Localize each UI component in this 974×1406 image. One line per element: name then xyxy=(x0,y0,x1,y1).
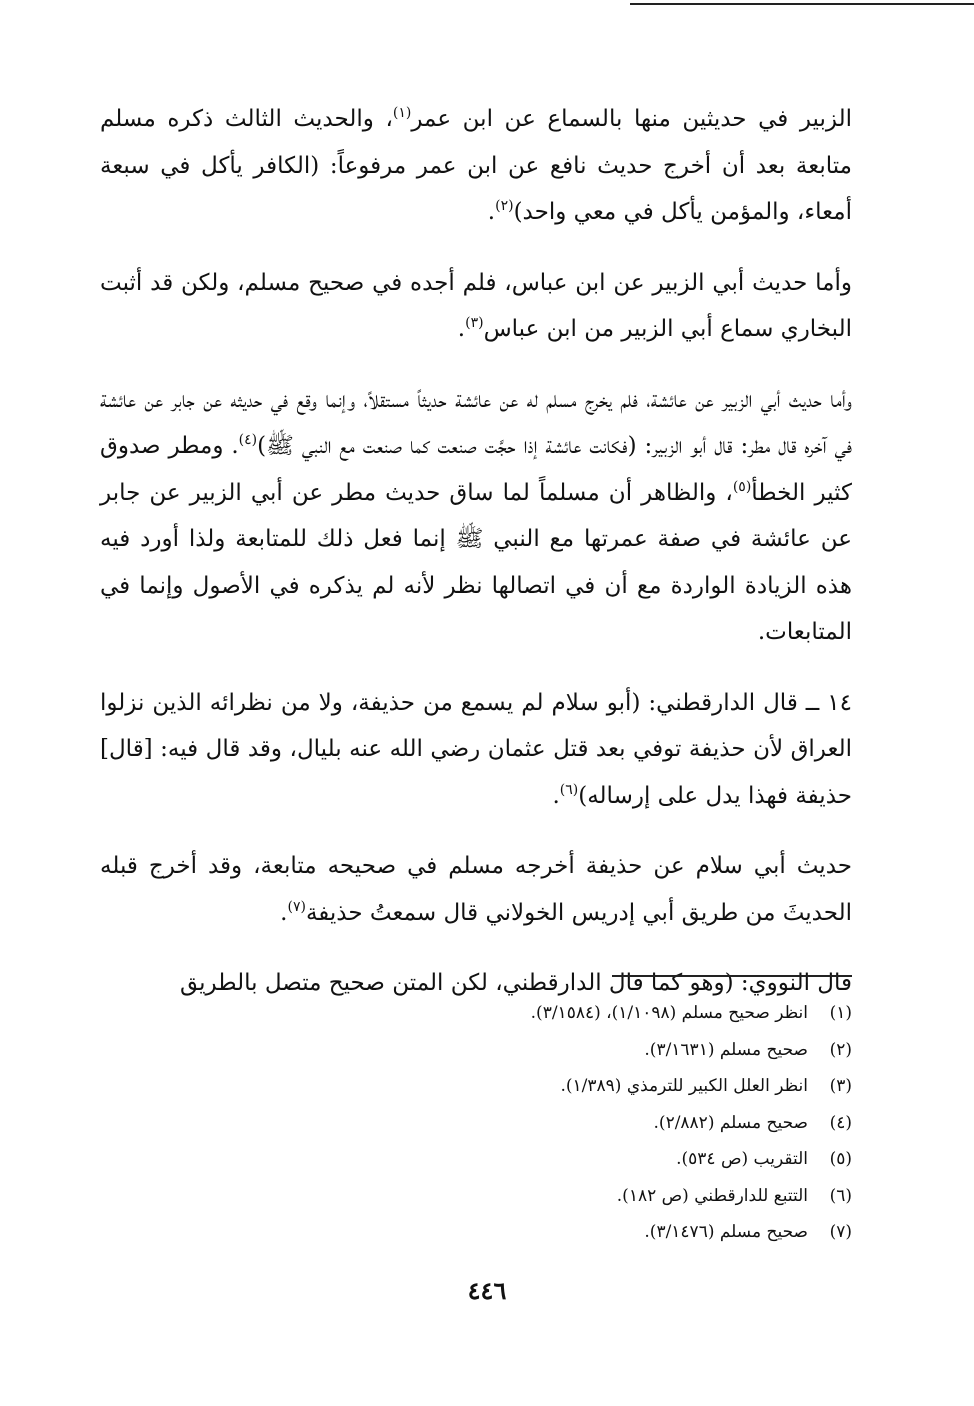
footnote-ref: (٦) xyxy=(559,781,579,798)
page-number: ٤٤٦ xyxy=(467,1276,507,1305)
paragraph-text: حديث أبي سلام عن حذيفة أخرجه مسلم في صحيحه متابعة، وقد أخرج قبله الحديثَ من طريق أبي إدريس الخولاني قال سمعتُ حذيفة xyxy=(100,853,852,926)
footnote-item xyxy=(380,1068,852,1105)
paragraph-text: ، والحديث الثالث ذكره مسلم متابعة بعد أن أخرج حديث نافع عن ابن عمر مرفوعاً: (الكافر يأكل في سبعة أمعاء، والمؤمن يأكل في معي واحد) xyxy=(100,106,852,225)
paragraph-text: ، والظاهر أن مسلماً لما ساق حديث مطر عن أبي الزبير عن جابر عن عائشة في صفة عمرتها مع النبي ﷺ إنما فعل ذلك للمتابعة ولذا أورد فيه هذه الزيادة الواردة مع أن في اتصالها نظر لأنه لم يذكره في الأصول وإنما في المتابعات. xyxy=(100,479,852,645)
paragraph-4 xyxy=(100,680,852,820)
paragraph-text: وأما حديث أبي الزبير عن ابن عباس، فلم أجده في صحيح مسلم، ولكن قد أثبت البخاري سماع أبي الزبير من ابن عباس xyxy=(100,269,852,342)
footnote-text: التتبع للدارقطني (ص ١٨٢). xyxy=(616,1185,808,1206)
footnote-ref: (٣) xyxy=(465,315,484,331)
paragraph-text: . ومطر صدوق كثير الخطأ xyxy=(100,433,852,506)
footnote-number: (٣) xyxy=(829,1076,852,1096)
footnote-number: (٧) xyxy=(829,1222,852,1242)
paragraph-text: ١٤ ــ قال الدارقطني: (أبو سلام لم يسمع من حذيفة، ولا من نظرائه الذين نزلوا العراق لأن حذيفة توفي بعد قتل عثمان رضي الله عنه بليال، وقد قال فيه: [قال] حذيفة فهذا يدل على إرساله) xyxy=(100,689,852,809)
footnote-number: (٤) xyxy=(829,1112,852,1133)
footnote-item xyxy=(380,995,852,1032)
paragraph-2 xyxy=(100,260,852,353)
paragraph-5 xyxy=(100,843,852,936)
footnote-ref: (٢) xyxy=(495,198,514,214)
footnote-item xyxy=(380,1178,852,1215)
footnote-item xyxy=(380,1032,852,1069)
footnote-number: (١) xyxy=(829,1003,852,1023)
paragraph-text: . xyxy=(487,199,496,225)
footnote-item xyxy=(380,1141,852,1178)
paragraph-1 xyxy=(100,96,852,236)
footnote-ref: (٧) xyxy=(287,898,306,915)
footnote-text: انظر العلل الكبير للترمذي (١/٣٨٩). xyxy=(560,1076,808,1096)
paragraph-text: وأما حديث أبي الزبير عن عائشة، فلم يخرج مسلم له عن عائشة حديثاً مستقلاً، وإنما وقع في حديثه عن جابر عن عائشة في آخره قال مطر: قال أبو الزبير: (فكانت عائشة إذا حجَّت صنعت كما صنعت مع النبي ﷺ) xyxy=(100,386,852,459)
paragraph-text: . xyxy=(457,316,466,342)
footnote-text: صحيح مسلم (٣/١٤٧٦). xyxy=(644,1222,808,1242)
footnote-ref: (١) xyxy=(392,105,412,121)
footnote-text: انظر صحيح مسلم (١/١٠٩٨)، (٣/١٥٨٤). xyxy=(530,1003,808,1023)
footnote-number: (٢) xyxy=(829,1039,852,1060)
paragraph-text: . xyxy=(552,782,560,809)
paragraph-text: الزبير في حديثين منها بالسماع عن ابن عمر xyxy=(411,106,852,132)
main-text xyxy=(100,96,852,1031)
paragraph-text: قال النووي: (وهو كما قال الدارقطني، لكن المتن صحيح متصل بالطريق xyxy=(179,970,852,996)
footnote-item xyxy=(380,1105,852,1142)
footnote-text: التقريب (ص ٥٣٤). xyxy=(676,1149,808,1169)
footnote-text: صحيح مسلم (٢/٨٨٢). xyxy=(653,1112,808,1133)
footnote-ref: (٥) xyxy=(732,478,752,495)
footnote-number: (٦) xyxy=(829,1185,852,1206)
paragraph-text: . xyxy=(280,899,288,926)
footnote-item xyxy=(380,1214,852,1251)
footnote-number: (٥) xyxy=(829,1149,852,1169)
footnote-ref: (٤) xyxy=(238,432,258,448)
footnote-text: صحيح مسلم (٣/١٦٣١). xyxy=(644,1039,808,1060)
header-rule xyxy=(630,3,974,5)
paragraph-3 xyxy=(100,377,852,656)
footnote-separator xyxy=(612,975,852,977)
footnotes-list xyxy=(380,995,852,1251)
